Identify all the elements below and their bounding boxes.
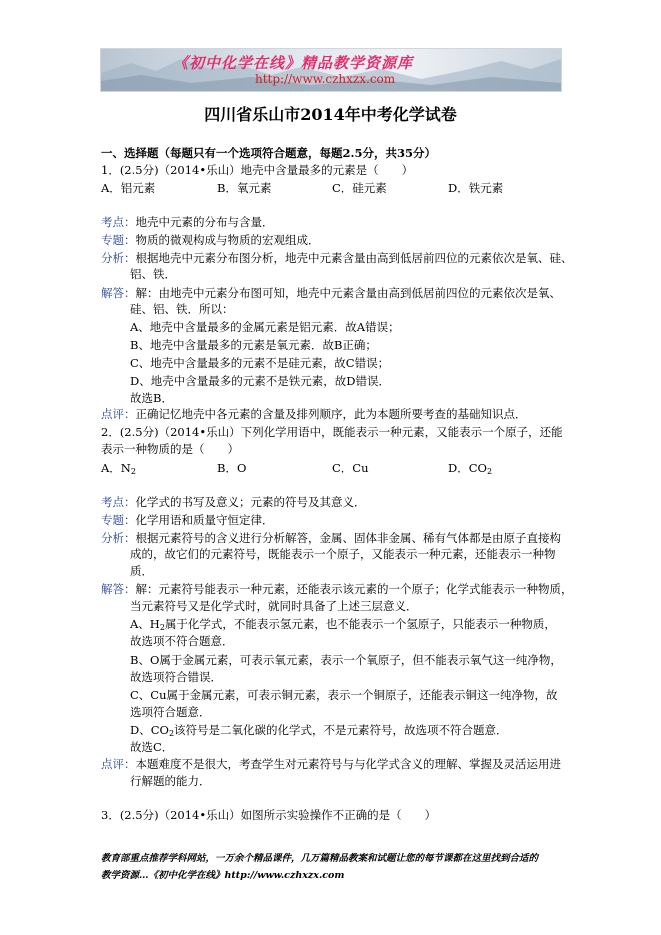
q2-stem-cont: 表示一种物质的是（ ） (101, 442, 239, 456)
q2-kaodian (101, 494, 366, 510)
jieda-text: 解：元素符号能表示一种元素，还能表示该元素的一个原子；化学式能表示一种物质， (135, 582, 573, 596)
dianping-text: 本题难度不是很大，考查学生对元素符号与与化学式含义的理解、掌握及灵活运用进 (135, 757, 561, 771)
footer-line[interactable]: 教学资源…《初中化学在线》http://www.czhxzx.com (101, 870, 345, 881)
jieda-label: 解答： (101, 286, 136, 300)
q1-stem: 1．(2.5分)（2014•乐山）地壳中含量最多的元素是（ ） (101, 163, 414, 177)
dianping-label: 点评： (101, 757, 136, 771)
banner-url[interactable]: http://www.czhxzx.com (255, 72, 396, 86)
q1-option-c: C．硅元素 (332, 181, 387, 195)
q3-stem: 3．(2.5分)（2014•乐山）如图所示实验操作不正确的是（ ） (101, 808, 437, 822)
q2-jieda (101, 581, 573, 597)
q2-option-a: A．$N_2$ (101, 461, 136, 476)
zhuanti-text: 化学用语和质量守恒定律． (135, 513, 274, 527)
q2-jieda-line: 选项符合题意． (130, 705, 211, 719)
q2-jieda-line: C、Cu属于金属元素，可表示铜元素，表示一个铜原子，还能表示铜这一纯净物，故 (130, 688, 558, 702)
q2-stem: 2．(2.5分)（2014•乐山）下列化学用语中，既能表示一种元素，又能表示一个原子，还能 (101, 425, 563, 439)
banner-title: 《初中化学在线》精品教学资源库 (173, 54, 414, 72)
q1-jieda-line: D、地壳中含量最多的元素不是铁元素，故D错误． (130, 374, 390, 388)
q2-jieda-line: 当元素符号又是化学式时，就同时具备了上述三层意义． (130, 599, 418, 613)
q2-jieda-line: 故选项符合错误． (130, 670, 222, 684)
q1-fenxi-cont: 铝、铁． (130, 267, 176, 281)
fenxi-label: 分析： (101, 531, 136, 545)
kaodian-text: 地壳中元素的分布与含量． (135, 215, 274, 229)
q2-jieda-d: D、$CO_2$该符号是二氧化碳的化学式，不是元素符号，故选项不符合题意． (130, 723, 508, 738)
q1-jieda-line: B、地壳中含量最多的元素是氧元素．故B正确； (130, 338, 377, 352)
q2-option-c: C．Cu (332, 461, 369, 475)
jieda-text: 解：由地壳中元素分布图可知，地壳中元素含量由高到低居前四位的元素依次是氧、 (135, 286, 561, 300)
q2-jieda-line: 故选项不符合题意． (130, 634, 234, 648)
q2-dianping (101, 756, 561, 772)
q1-fenxi (101, 250, 573, 266)
q2-jieda-a: A、$H_2$属于化学式，不能表示氢元素，也不能表示一个氢原子，只能表示一种物质， (130, 617, 556, 632)
q1-jieda (101, 285, 561, 301)
page-title: 四川省乐山市2014年中考化学试卷 (204, 105, 457, 124)
jieda-label: 解答： (101, 582, 136, 596)
dianping-label: 点评： (101, 407, 136, 421)
section-heading: 一、选择题（每题只有一个选项符合题意，每题2.5分，共35分） (101, 146, 437, 160)
zhuanti-text: 物质的微观构成与物质的宏观组成． (135, 233, 320, 247)
q1-option-a: A．铝元素 (101, 181, 156, 195)
q1-dianping (101, 406, 527, 422)
dianping-text: 正确记忆地壳中各元素的含量及排列顺序，此为本题所要考查的基础知识点． (135, 407, 527, 421)
q2-fenxi-cont: 质． (130, 564, 153, 578)
q1-jieda-line: A、地壳中含量最多的金属元素是铝元素．故A错误； (130, 320, 400, 334)
footer-line: 教育部重点推荐学科网站，一万余个精品课件，几万篇精品教案和试题让您的每节课都在这里找到合适的 (101, 853, 539, 864)
fenxi-text: 根据元素符号的含义进行分析解答，金属、固体非金属、稀有气体都是由原子直接构 (135, 531, 561, 545)
q1-option-d: D．铁元素 (448, 181, 504, 195)
q1-jieda-line: 故选B． (130, 391, 173, 405)
q1-jieda-line: 硅、铝、铁．所以： (130, 302, 234, 316)
kaodian-text: 化学式的书写及意义；元素的符号及其意义． (135, 495, 366, 509)
kaodian-label: 考点： (101, 215, 136, 229)
q2-jieda-line: 故选C． (130, 740, 174, 754)
fenxi-label: 分析： (101, 251, 136, 265)
zhuanti-label: 专题： (101, 233, 136, 247)
q1-jieda-line: C、地壳中含量最多的元素不是硅元素，故C错误； (130, 356, 390, 370)
q1-kaodian (101, 214, 274, 230)
q1-option-b: B．氧元素 (217, 181, 272, 195)
q2-fenxi (101, 530, 561, 546)
q2-dianping-cont: 行解题的能力． (130, 774, 211, 788)
fenxi-text: 根据地壳中元素分布图分析，地壳中元素含量由高到低居前四位的元素依次是氧、硅、 (135, 251, 573, 265)
q2-option-d: D．$CO_2$ (448, 461, 493, 476)
kaodian-label: 考点： (101, 495, 136, 509)
banner (100, 48, 562, 92)
q1-zhuanti (101, 232, 320, 248)
q2-option-b: B．O (217, 461, 247, 475)
q2-jieda-line: B、O属于金属元素，可表示氧元素，表示一个氧原子，但不能表示氧气这一纯净物， (130, 653, 562, 667)
zhuanti-label: 专题： (101, 513, 136, 527)
q2-zhuanti (101, 512, 274, 528)
q2-fenxi-cont: 成的，故它们的元素符号，既能表示一个原子，又能表示一种元素，还能表示一种物 (130, 547, 556, 561)
